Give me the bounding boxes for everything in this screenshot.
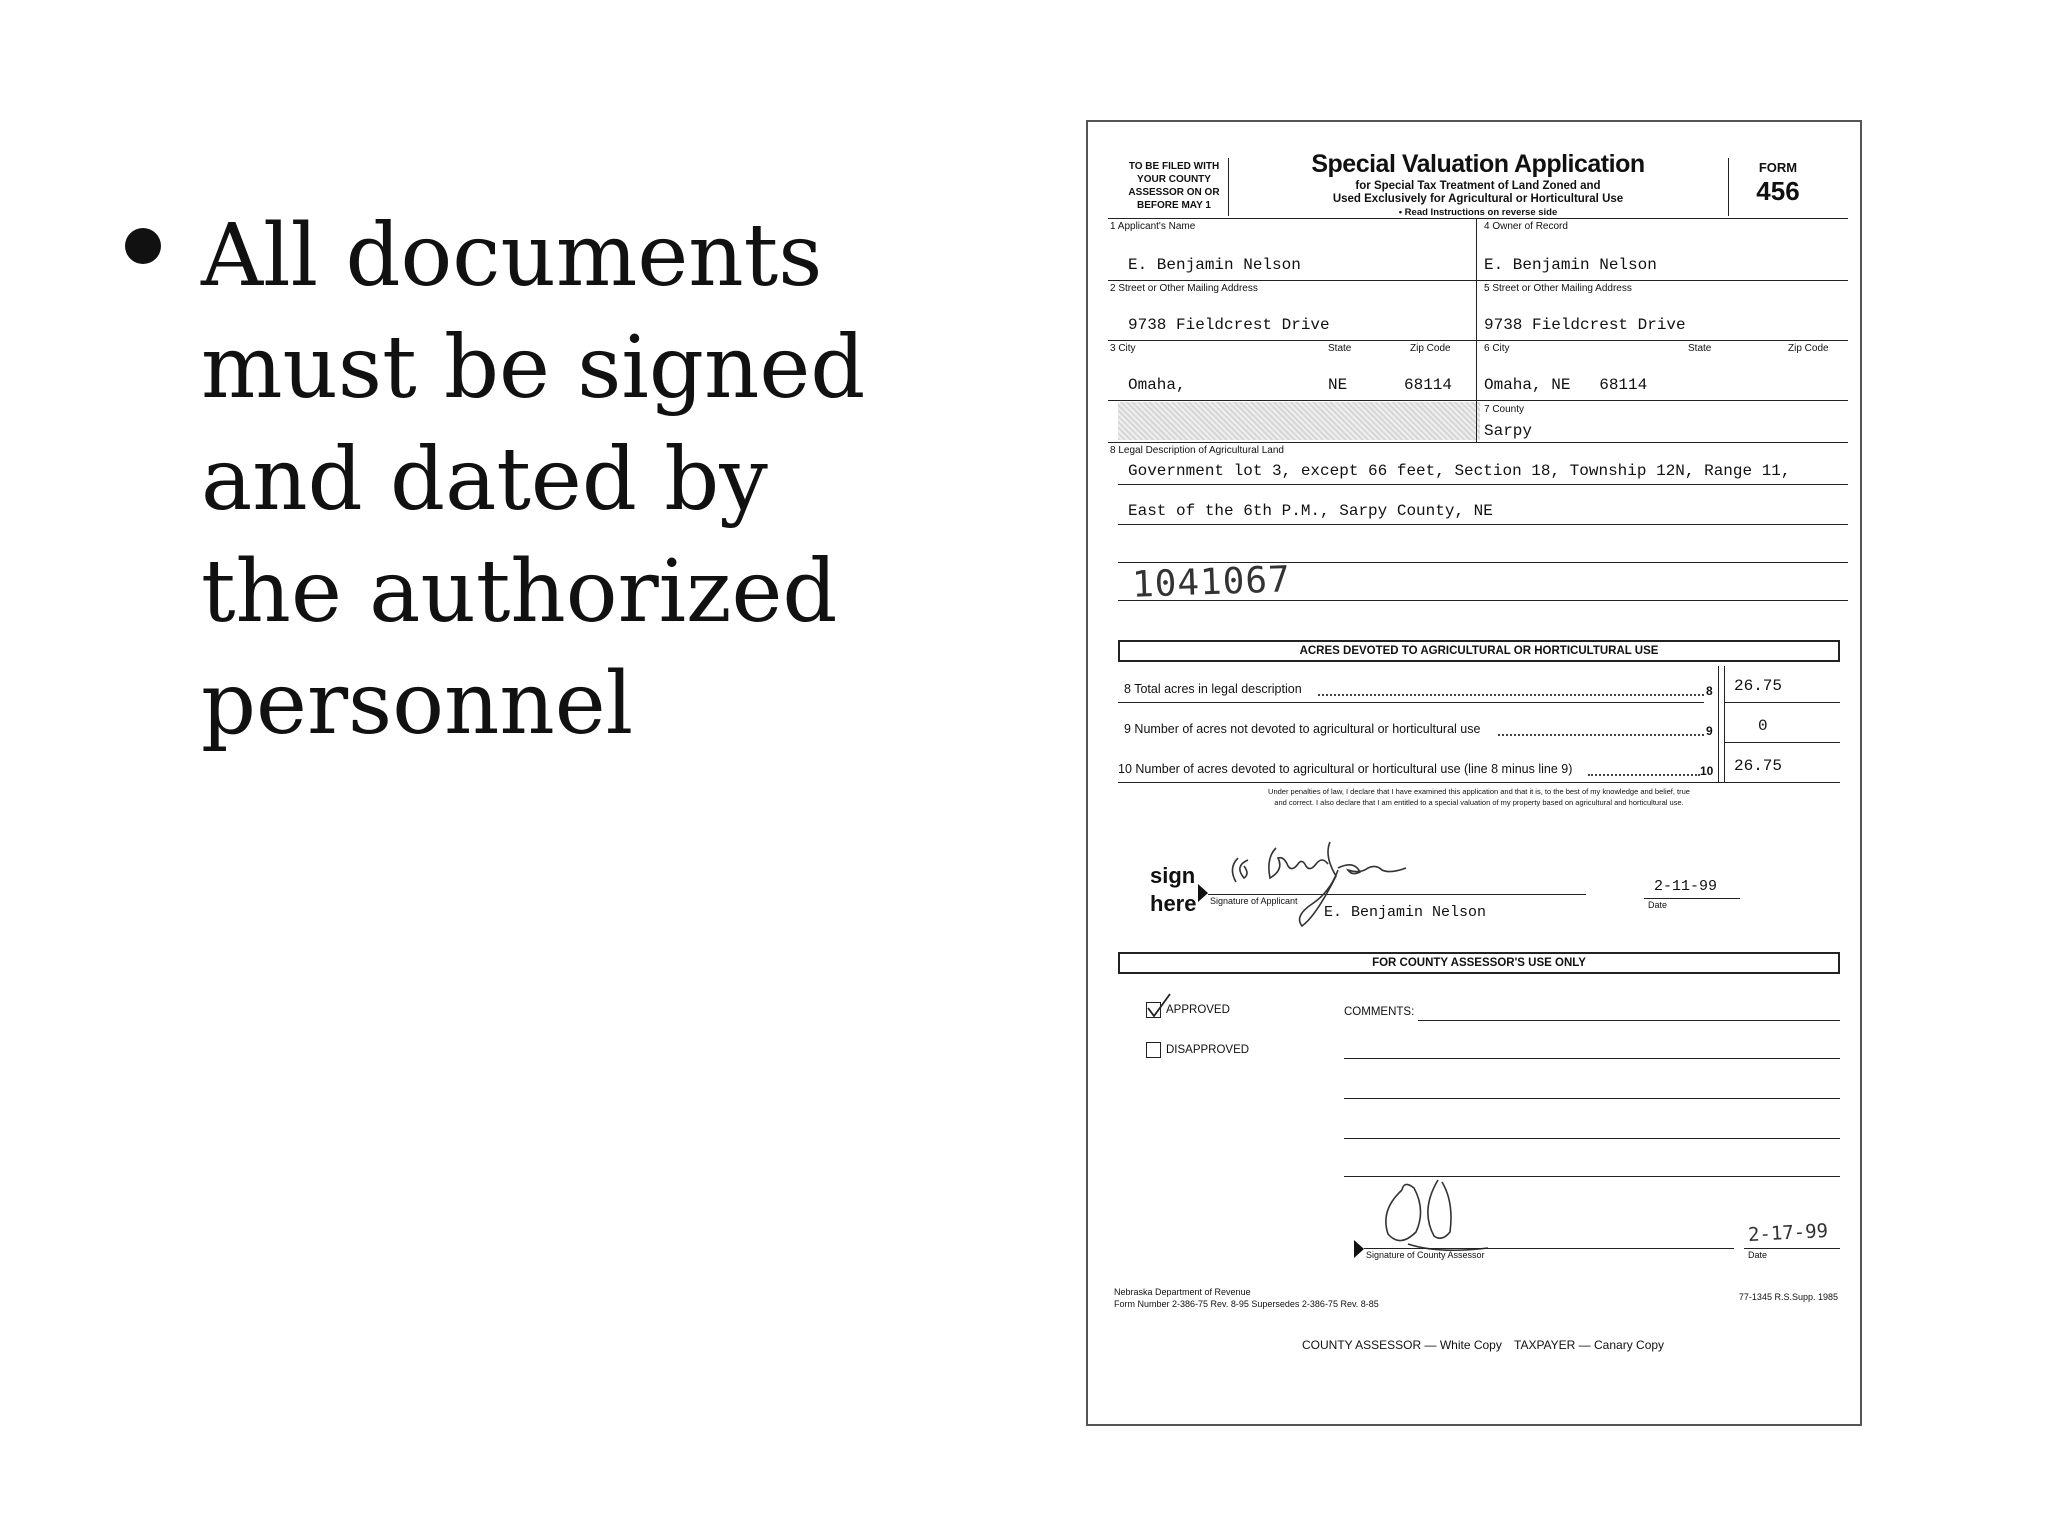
owner-city: Omaha, NE 68114 <box>1484 376 1648 394</box>
declaration <box>1118 786 1840 808</box>
department-name: Nebraska Department of Revenue <box>1114 1287 1251 1297</box>
field-label: 7 County <box>1484 404 1525 415</box>
bullet-line: must be signed <box>201 318 866 418</box>
subtitle-line: • Read Instructions on reverse side <box>1398 207 1558 218</box>
field-label: State <box>1328 343 1352 354</box>
comments-line <box>1344 1138 1840 1139</box>
acres-not-devoted-value: 0 <box>1758 717 1768 735</box>
acres-row-number: 9 <box>1706 724 1713 738</box>
row-rule <box>1724 702 1840 703</box>
acres-devoted-value: 26.75 <box>1734 757 1783 775</box>
field-label: Zip Code <box>1788 343 1829 354</box>
field-label: 5 Street or Other Mailing Address <box>1484 283 1632 294</box>
date-line <box>1644 898 1740 899</box>
assessor-sign-date: 2-17-99 <box>1747 1219 1829 1247</box>
filing-notice-line: YOUR COUNTY <box>1137 174 1211 185</box>
row-rule <box>1108 340 1848 341</box>
copy-taxpayer: TAXPAYER — Canary Copy <box>1514 1338 1665 1352</box>
acres-row-label: 8 Total acres in legal description <box>1124 682 1302 696</box>
leader-dots <box>1498 722 1704 736</box>
field-label: Zip Code <box>1410 343 1451 354</box>
row-rule <box>1118 782 1840 783</box>
field-label: 2 Street or Other Mailing Address <box>1110 283 1258 294</box>
comments-line <box>1418 1020 1840 1021</box>
leader-dots <box>1318 682 1704 696</box>
bullet-line: the authorized <box>201 542 838 642</box>
form-label: FORM <box>1758 160 1798 175</box>
row-rule <box>1108 280 1848 281</box>
applicant-sign-date: 2-11-99 <box>1654 878 1718 895</box>
header-rule <box>1108 218 1848 219</box>
bullet-line: All documents <box>201 206 823 306</box>
column-divider <box>1724 666 1725 782</box>
column-divider <box>1718 666 1719 782</box>
county: Sarpy <box>1484 422 1533 440</box>
leader-dots <box>1588 762 1700 776</box>
field-label: 3 City <box>1110 343 1136 354</box>
signature-line <box>1364 1248 1734 1249</box>
sign-label: sign <box>1150 863 1196 888</box>
approved-label: APPROVED <box>1166 1004 1230 1016</box>
acres-row-label: 9 Number of acres not devoted to agricultural or horticultural use <box>1124 722 1481 736</box>
row-rule <box>1118 484 1848 485</box>
owner-name: E. Benjamin Nelson <box>1484 256 1657 274</box>
legal-description-line: Government lot 3, except 66 feet, Section 18, Township 12N, Range 11, <box>1128 462 1791 480</box>
copy-assessor: COUNTY ASSESSOR — White Copy <box>1302 1338 1502 1352</box>
applicant-name: E. Benjamin Nelson <box>1128 256 1301 274</box>
row-rule <box>1118 702 1704 703</box>
row-rule <box>1724 742 1840 743</box>
signature-label: Signature of Applicant <box>1210 896 1298 906</box>
shaded-area <box>1118 402 1480 440</box>
statute-reference: 77-1345 R.S.Supp. 1985 <box>1738 1292 1838 1302</box>
subtitle-line: for Special Tax Treatment of Land Zoned and <box>1355 180 1601 192</box>
filing-notice-line: TO BE FILED WITH <box>1128 161 1220 172</box>
handwritten-parcel-number: 1041067 <box>1131 559 1292 606</box>
applicant-typed-name: E. Benjamin Nelson <box>1324 904 1487 921</box>
here-label: here <box>1150 891 1197 916</box>
disapproved-checkbox <box>1146 1042 1161 1058</box>
comments-line <box>1344 1058 1840 1059</box>
scanned-form-image <box>1086 120 1862 1426</box>
assessor-signature <box>1368 1170 1518 1258</box>
assessor-signature-label: Signature of County Assessor <box>1366 1250 1485 1260</box>
comments-line <box>1344 1098 1840 1099</box>
acres-heading: ACRES DEVOTED TO AGRICULTURAL OR HORTICULTURAL USE <box>1118 640 1840 662</box>
comments-label: COMMENTS: <box>1344 1006 1415 1018</box>
acres-row-number: 10 <box>1700 764 1714 778</box>
date-label: Date <box>1748 1250 1768 1260</box>
declaration-line: and correct. I also declare that I am entitled to a special valuation of my property based on agricultural and horticultural use. <box>1274 798 1684 807</box>
form-title: Special Valuation Application <box>1311 150 1645 178</box>
bullet-text <box>201 200 921 760</box>
acres-row-number: 8 <box>1706 684 1713 698</box>
column-divider <box>1476 218 1477 442</box>
legal-description-line: East of the 6th P.M., Sarpy County, NE <box>1128 502 1493 520</box>
date-line <box>1744 1248 1840 1249</box>
filing-notice-line: ASSESSOR ON OR <box>1128 187 1220 198</box>
subtitle-line: Used Exclusively for Agricultural or Horticultural Use <box>1332 193 1624 205</box>
arrow-icon <box>1354 1240 1364 1258</box>
filing-notice <box>1124 160 1224 212</box>
field-label: 6 City <box>1484 343 1510 354</box>
field-label: 8 Legal Description of Agricultural Land <box>1110 445 1284 456</box>
applicant-zip: 68114 <box>1404 376 1453 394</box>
bullet-line: personnel <box>201 654 634 754</box>
form-number: 456 <box>1756 176 1800 206</box>
owner-street: 9738 Fieldcrest Drive <box>1484 316 1686 334</box>
applicant-city: Omaha, <box>1128 376 1186 394</box>
arrow-icon <box>1198 884 1208 902</box>
filing-notice-line: BEFORE MAY 1 <box>1137 200 1211 211</box>
applicant-signature <box>1218 838 1458 938</box>
field-label: 1 Applicant's Name <box>1110 221 1196 232</box>
row-rule <box>1118 524 1848 525</box>
date-label: Date <box>1648 900 1668 910</box>
applicant-street: 9738 Fieldcrest Drive <box>1128 316 1330 334</box>
disapproved-label: DISAPPROVED <box>1166 1044 1250 1056</box>
field-label: State <box>1688 343 1712 354</box>
acres-row-label: 10 Number of acres devoted to agricultural or horticultural use (line 8 minus line 9) <box>1118 762 1573 776</box>
footer-department <box>1114 1286 1379 1310</box>
applicant-state: NE <box>1328 376 1348 394</box>
bullet-line: and dated by <box>201 430 768 530</box>
form-subtitle <box>1278 180 1678 219</box>
row-rule <box>1108 442 1848 443</box>
acres-total-value: 26.75 <box>1734 677 1783 695</box>
header-divider <box>1228 158 1229 216</box>
assessor-heading: FOR COUNTY ASSESSOR'S USE ONLY <box>1118 952 1840 974</box>
row-rule <box>1118 600 1848 601</box>
field-label: 4 Owner of Record <box>1484 221 1568 232</box>
row-rule <box>1108 400 1848 401</box>
form-revision: Form Number 2-386-75 Rev. 8-95 Supersedes 2-386-75 Rev. 8-85 <box>1114 1299 1379 1309</box>
bullet-dot <box>125 228 161 264</box>
declaration-line: Under penalties of law, I declare that I have examined this application and that it is, to the best of my knowledge and belief, true <box>1268 787 1690 796</box>
